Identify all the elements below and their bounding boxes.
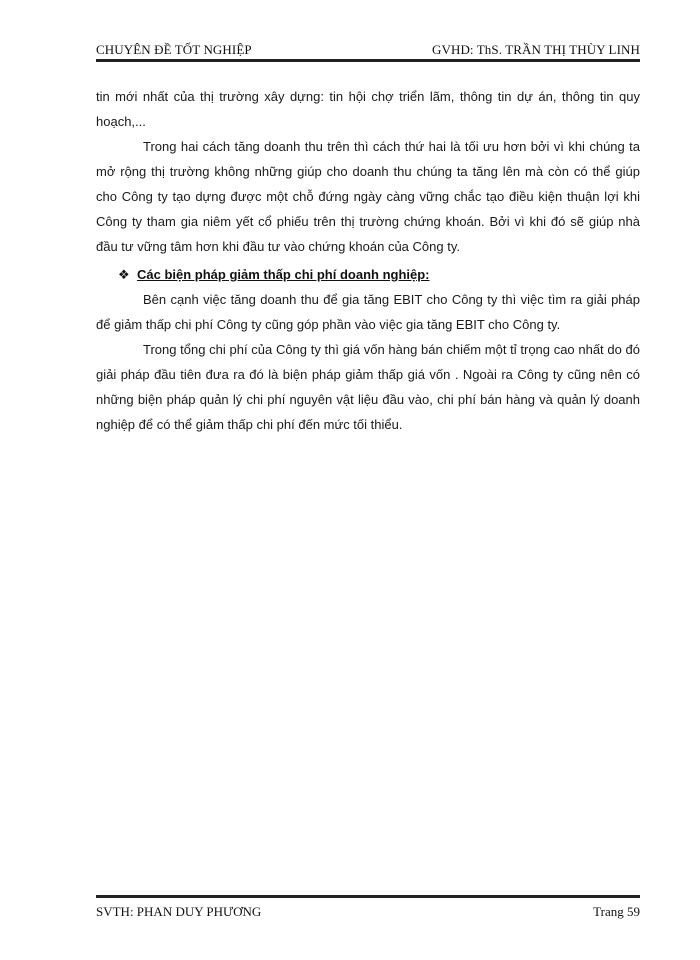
paragraph-continued: tin mới nhất của thị trường xây dựng: tin hội chợ triển lãm, thông tin dự án, thông tin quy hoạch,... — [96, 89, 640, 129]
header-advisor: GVHD: ThS. TRẦN THỊ THÙY LINH — [431, 42, 640, 57]
footer-divider — [96, 895, 640, 898]
page-body — [96, 84, 640, 437]
paragraph-cost-reduction: Bên cạnh việc tăng doanh thu để gia tăng EBIT cho Công ty thì việc tìm ra giải pháp để giảm thấp chi phí Công ty cũng góp phần vào việc gia tăng EBIT cho Công ty. — [96, 292, 640, 332]
footer-student: SVTH: PHAN DUY PHƯƠNG — [96, 904, 262, 919]
page-footer — [96, 904, 640, 924]
page-number: Trang 59 — [593, 904, 640, 919]
section-heading-text: Các biện pháp giảm thấp chi phí doanh nghiệp: — [137, 267, 430, 282]
paragraph-revenue-methods: Trong hai cách tăng doanh thu trên thì cách thứ hai là tối ưu hơn bởi vì khi chúng ta mở rộng thị trường không những giúp cho doanh thu chúng ta tăng lên mà còn có thể giúp cho Công ty tạo dựng được một chỗ đứng ngày càng vững chắc tạo điều kiện thuận lợi khi Công ty tham gia niêm yết cổ phiếu trên thị trường chứng khoán. Bởi vì khi đó sẽ giúp nhà đầu tư vững tâm hơn khi đầu tư vào chứng khoán của Công ty. — [96, 139, 640, 254]
header-divider — [96, 59, 640, 62]
header-title: CHUYÊN ĐỀ TỐT NGHIỆP — [96, 42, 252, 57]
section-heading — [118, 262, 640, 287]
diamond-bullet-icon: ❖ — [118, 267, 130, 282]
paragraph-total-cost: Trong tổng chi phí của Công ty thì giá vốn hàng bán chiếm một tỉ trọng cao nhất do đó giải pháp đầu tiên đưa ra đó là biện pháp giảm thấp giá vốn . Ngoài ra Công ty cũng nên có những biện pháp quản lý chi phí nguyên vật liệu đầu vào, chi phí bán hàng và quản lý doanh nghiệp để có thể giảm thấp chi phí đến mức tối thiểu. — [96, 342, 640, 432]
